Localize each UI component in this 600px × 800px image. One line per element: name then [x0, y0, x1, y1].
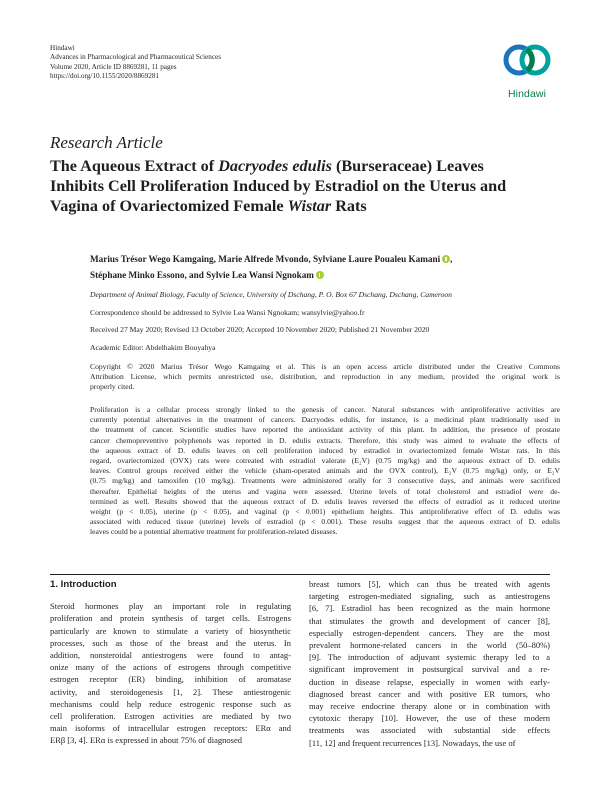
text-line: the treatment of cancer. Scientific studies have reported the antioxidant activity of this plant. In addition, the presence of prostate — [90, 425, 560, 435]
journal-name: Advances in Pharmacological and Pharmaceutical Sciences — [50, 53, 222, 62]
text-line: addition, nonsteroidal antiestrogens were found to antag- — [50, 650, 291, 661]
article-type: Research Article — [50, 133, 163, 152]
text-line: cancer chemopreventive polyphenols was reported in D. edulis extracts. Therefore, this study was aimed to evaluate the effects of — [90, 435, 560, 445]
title-line: The Aqueous Extract of Dacryodes edulis (Burseraceae) Leaves — [50, 157, 484, 175]
text-line: activity, and steroidogenesis [1, 2]. These antiestrogenic — [50, 686, 291, 697]
text-line: associated with reduced tissue (uterine) levels of estradiol (p < 0.001). These results suggest that the aqueous extract of D. edulis — [90, 517, 560, 527]
text-line: termined as well. Results showed that the aqueous extract of D. edulis leaves reversed the effects of estradiol as it reduced uterine — [90, 496, 560, 506]
doi-link[interactable]: https://doi.org/10.1155/2020/8869281 — [50, 72, 160, 81]
abstract — [90, 405, 560, 538]
text-line: weight (p < 0.05), uterine (p < 0.05), and vaginal (p < 0.001) epithelium heights. This antiproliferative effect of D. edulis was — [90, 507, 560, 517]
text-line: [11, 12] and frequent recurrences [13]. Nowadays, the use of — [309, 737, 516, 748]
text-line: significant improvement in postsurgical survival and a re- — [309, 664, 550, 675]
text-line: diagnosed breast cancer and with positive ER tumors, who — [309, 688, 550, 699]
publication-dates: Received 27 May 2020; Revised 13 October 2020; Accepted 10 November 2020; Published 21 November 2020 — [90, 325, 430, 334]
copyright-notice — [90, 362, 560, 393]
author-list — [90, 251, 560, 283]
section-divider — [50, 574, 550, 575]
affiliation: Department of Animal Biology, Faculty of Science, University of Dschang, P. O. Box 67 Dschang, Dschang, Cameroon — [90, 290, 452, 299]
text-line: regard, ovariectomized (OVX) rats were cotreated with estradiol valerate (E₂V) (0.75 mg/kg) and the aqueous extract of D. edulis — [90, 456, 560, 466]
text-line: onize many of the actions of estrogens through competitive — [50, 662, 291, 673]
text-line: the aqueous extract of D. edulis leaves on cell proliferation induced by estradiol in ovariectomized female Wistar rats. In this — [90, 445, 560, 455]
text-line: targeting estrogen-mediated signaling, such as antiestrogens — [309, 591, 550, 602]
text-line: [6, 7]. Estradiol has been recognized as the main hormone — [309, 603, 550, 614]
text-line: may receive endocrine therapy alone or in combination with — [309, 701, 550, 712]
author-line: Stéphane Minko Essono, and Sylvie Lea Wansi Ngnokam — [90, 267, 560, 283]
text-line: [9]. The introduction of adjuvant systemic therapy led to a — [309, 652, 550, 663]
text-line: especially estrogen-dependent cancers. They are the most — [309, 627, 550, 638]
intro-column-right — [309, 578, 550, 749]
text-line: estrogen receptor (ER) binding, inhibition of aromatase — [50, 674, 291, 685]
copyright-line: Attribution License, which permits unrestricted use, distribution, and reproduction in any medium, provided the original work is — [90, 372, 560, 382]
text-line: mechanisms could help reduce estrogenic response such as — [50, 698, 291, 709]
text-line: processes, such as those of the breast and the uterus. In — [50, 637, 291, 648]
text-line: duction in disease relapse, especially in women with early- — [309, 676, 550, 687]
academic-editor: Academic Editor: Abdelhakim Bouyahya — [90, 343, 216, 352]
text-line: (0.75 mg/kg) and tamoxifen (10 mg/kg). Treatments were administered orally for 3 consecutive days, and animals were sacrificed — [90, 476, 560, 486]
section-heading: 1. Introduction — [50, 579, 117, 590]
text-line: main isoforms of intracellular estrogen receptors: ERα and — [50, 723, 291, 734]
orcid-icon[interactable] — [316, 271, 324, 279]
text-line: prevalent hormone-related cancers in the world (50–80%) — [309, 640, 550, 651]
text-line: ERβ [3, 4]. ERα is expressed in about 75% of diagnosed — [50, 735, 242, 746]
text-line: thereafter. Epithelial heights of the uterus and vagina were assessed. Uterine levels of total cholesterol and estradiol were de- — [90, 486, 560, 496]
text-line: breast tumors [5], which can thus be treated with agents — [309, 579, 550, 589]
journal-header — [50, 44, 221, 82]
text-line: Steroid hormones play an important role in regulating — [50, 601, 291, 612]
text-line: treatments was associated with substantial side effects — [309, 725, 550, 736]
hindawi-logo-icon — [497, 38, 557, 86]
text-line: cytotoxic therapy [10]. However, the use of these modern — [309, 713, 550, 724]
text-line: particularly are known to stimulate a variety of biosynthetic — [50, 625, 291, 636]
title-line: Inhibits Cell Proliferation Induced by Estradiol on the Uterus and — [50, 177, 507, 195]
text-line: cell proliferation. Estrogen activities are mediated by two — [50, 711, 291, 722]
text-line: Proliferation is a cellular process strongly linked to the genesis of cancer. Natural substances with antiproliferative activities are — [90, 405, 560, 414]
publisher-name: Hindawi — [50, 44, 75, 52]
text-line: leaves could be a potential alternative treatment for proliferation-related diseases. — [90, 527, 338, 537]
volume-info: Volume 2020, Article ID 8869281, 11 pages — [50, 62, 177, 71]
author-line: Marius Trésor Wego Kamgaing, Marie Alfrede Mvondo, Sylviane Laure Poualeu Kamani , — [90, 254, 453, 264]
copyright-line: properly cited. — [90, 382, 135, 392]
logo-wordmark: Hindawi — [507, 88, 547, 100]
text-line: leaves. Control groups received either the vehicle (sham-operated animals and the OVX control), E₂V (0.75 mg/kg) only, or E₂V — [90, 466, 560, 476]
text-line: proliferation and protein synthesis of target cells. Estrogens — [50, 613, 291, 624]
title-line: Vagina of Ovariectomized Female Wistar Rats — [50, 197, 367, 215]
intro-column-left — [50, 579, 291, 747]
orcid-icon[interactable] — [442, 255, 450, 263]
article-title — [50, 156, 550, 216]
copyright-line: Copyright © 2020 Marius Trésor Wego Kamgaing et al. This is an open access article distributed under the Creative Commons — [90, 362, 560, 371]
correspondence: Correspondence should be addressed to Sylvie Lea Wansi Ngnokam; wansylvie@yahoo.fr — [90, 308, 365, 317]
text-line: that stimulates the growth and development of cancer [8], — [309, 615, 550, 626]
publisher-logo — [497, 38, 557, 104]
text-line: currently potential alternatives in the treatment of cancers. Dacryodes edulis, for instance, is a medicinal plant traditionally used in — [90, 415, 560, 425]
